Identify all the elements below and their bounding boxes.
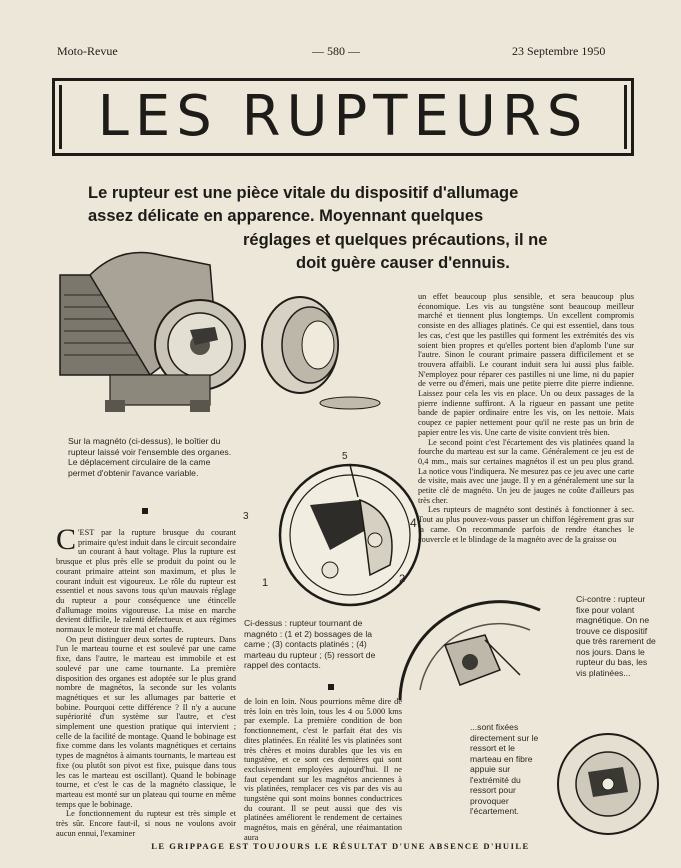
issue-date: 23 Septembre 1950 (512, 44, 606, 58)
column-left (56, 523, 236, 838)
title-frame (52, 78, 634, 156)
paragraph: 'EST par la rupture brusque du courant primaire qu'est induit dans le circuit secondaire un courant à haut voltage. Plus la rupture est brusque et plus près elle se produit du point ou le courant primaire atteint son maximum, et plus le courant induit est vigoureux. Le rôle du rupteur est essentiel et nous savons tous qu'un mauvais réglage du rupteur a pour conséquence une étincelle d'allumage moins vigoureuse. La mise en marche devient difficile, le ralenti défectueux et aux régimes normaux le moteur tire mal et chauffe. (56, 528, 236, 635)
label-2: 2 (399, 573, 406, 585)
lead-line-3: réglages et quelques précautions, il ne (243, 231, 548, 249)
label-4: 4 (410, 516, 417, 530)
magazine-name: Moto-Revue (57, 44, 118, 58)
label-5: 5 (342, 451, 348, 462)
flywheel-breaker-bottom (548, 722, 668, 842)
lead-line-1: Le rupteur est une pièce vitale du dispositif d'allumage (88, 184, 519, 202)
caption-rupteur: Ci-dessus : rupteur tournant de magnéto : (1 et 2) bossages de la came ; (3) contacts platinés ; (4) marteau du rupteur ; (5) ressort de rappel des contacts. (244, 618, 376, 670)
caption-magneto: Sur la magnéto (ci-dessus), le boîtier du rupteur laissé voir l'ensemble des organes. Le déplacement circulaire de la came permet d'obtenir l'avance variable. (68, 436, 232, 478)
column-right (418, 292, 634, 592)
caption-volant-top: Ci-contre : rupteur fixe pour volant magnétique. On ne trouve ce dispositif que très rarement de nos jours. Dans le rupteur du bas, les vis platinées... (576, 594, 656, 678)
footer-slogan: LE GRIPPAGE EST TOUJOURS LE RÉSULTAT D'UNE ABSENCE D'HUILE (151, 841, 530, 851)
paragraph: On peut distinguer deux sortes de rupteurs. Dans l'un le marteau tourne et est soulevé par une came fixe, dans l'autre, le marteau est immobile et est soulevé par une came tournante. La première disposition des organes est adoptée sur le plus grand nombre de magnétos, la seconde sur les volants magnétiques et sur les allumages par batterie et bobine. Pourquoi cette différence ? Il n'y a aucune supériorité d'un système sur l'autre, et c'est simplement une question pratique qui intervient ; celle de la facilité de montage. Quand le bobinage est fixe comme dans les volants magnétiques et certains types de magnétos à aimants tournants, le marteau est fixe (ou plutôt son pivot est fixe, puisque dans tous les cas le marteau est oscillant). Quand le bobinage tourne, et c'est le cas de la magnéto classique, le marteau est monté sur un plateau qui tourne en même temps que le bobinage. (56, 634, 236, 809)
paragraph: de loin en loin. Nous pourrions même dire de très loin en très loin, tous les 4 ou 5.000 kms par exemple. La première condition de bon fonctionnement, c'est le parfait état des vis dites platinées. En réalité les vis platinées sont très chères et moins durables que les vis en tungstène, et ce sont ces dernières qui sont exclusivement employées aujourd'hui. Il ne faut cependant sur les magnétos anciennes à vis platinées, remplacer ces vis par des vis au tungstène qui sont moins bonnes conductrices du courant. Il se peut aussi que des vis platinées améliorent le rendement de certaines magnétos, mais en général, une réaimantation aura (244, 697, 402, 842)
caption-volant-bottom: ...sont fixées directement sur le ressort et le marteau en fibre appuie sur l'extrémité du ressort pour provoquer l'écartement. (470, 722, 539, 816)
lead-line-4: doit guère causer d'ennuis. (296, 254, 510, 272)
paragraph: Le second point c'est l'écartement des vis platinées quand la fourche du marteau est sur la came. Généralement ce jeu est de 0,4 mm., mais sur certaines magnétos il est un peu plus grand. La notice vous l'indiquera. Ne mesurez pas ce jeu avec une carte de visite, mais avec une jauge. Il y en a généralement une sur la petite clé de magnéto. Un jeu de jauges ne coûte d'ailleurs pas très cher. (418, 437, 634, 505)
paragraph: Les rupteurs de magnéto sont destinés à fonctionner à sec. Tout au plus pouvez-vous passer un chiffon légèrement gras sur la came. On recommande parfois de rendre étanches le couvercle et le blindage de la magnéto avec de la graisse ou (418, 505, 634, 544)
lead-line-2: assez délicate en apparence. Moyennant quelques (88, 207, 484, 225)
paragraph: Le fonctionnement du rupteur est très simple et très sûr. Encore faut-il, si nous ne voulons avoir aucun ennui, l'examiner (56, 809, 236, 838)
article-title: LES RUPTEURS (97, 84, 589, 149)
column-middle (244, 697, 402, 842)
drop-cap: C (56, 523, 77, 556)
label-1: 1 (262, 577, 269, 589)
label-3: 3 (243, 511, 249, 522)
section-marker (328, 684, 334, 690)
magneto-illustration (50, 235, 380, 420)
paragraph: un effet beaucoup plus sensible, et sera beaucoup plus économique. Les vis au tungstène sont beaucoup meilleur marché et tiennent plus longtemps. Un excellent compromis consiste en des alliages platinés. Ce qui est essentiel, dans tous les cas, c'est que les pastilles qui forment les extrémités des vis soient bien propres et qu'elles portent bien d'aplomb l'une sur l'autre. Sinon le courant primaire passera difficilement et se trouvera affaibli. Le courant induit sera lui aussi plus faible. N'employez pour réparer ces pastilles ni une lime, ni du papier de verre ou d'émeri, mais une petite pierre dite pierre indienne. Laissez pour cela les vis en place. Un ou deux passages de la pierre indienne suffiront. A la rigueur en passant une petite bande de papier ordinaire entre les vis, on les nettoie. Mais coupez ce papier nettement pour qu'il ne reste pas un brin de papier entre les vis. Une carte de visite convient très bien. (418, 292, 634, 437)
flywheel-breaker-top (390, 590, 550, 710)
page-number: — 580 — (312, 44, 360, 58)
section-marker (142, 508, 148, 514)
